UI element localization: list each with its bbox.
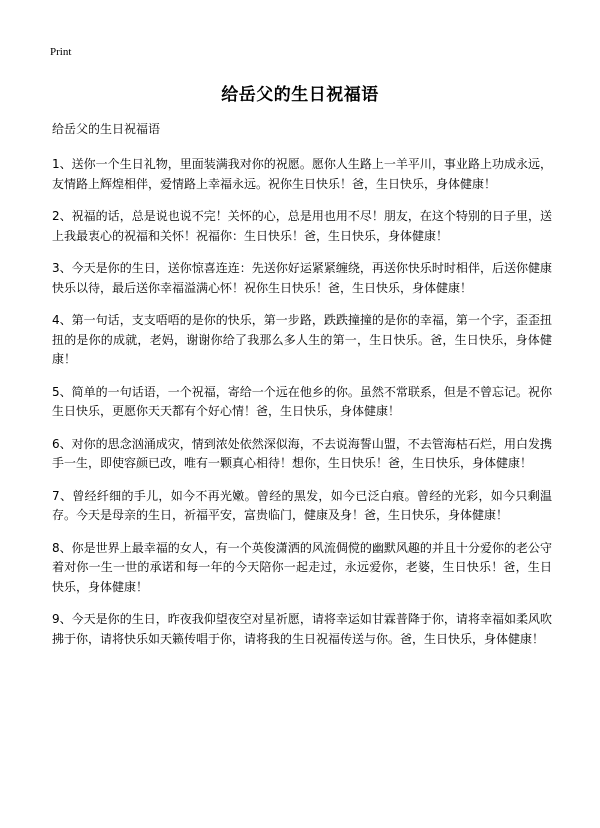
paragraph-5: 5、简单的一句话语，一个祝福，寄给一个远在他乡的你。虽然不常联系，但是不曾忘记。祝你生日快乐，更愿你天天都有个好心情！爸，生日快乐，身体健康！ <box>52 384 552 418</box>
document-body <box>52 120 552 662</box>
page-title: 给岳父的生日祝福语 <box>221 85 379 105</box>
paragraph-9: 9、今天是你的生日，昨夜我仰望夜空对星祈愿，请将幸运如甘霖普降于你，请将幸福如柔风吹拂于你，请将快乐如天籁传唱于你，请将我的生日祝福传送与你。爸，生日快乐，身体健康！ <box>52 612 552 646</box>
paragraph-3: 3、今天是你的生日，送你惊喜连连：先送你好运紧紧缠绕，再送你快乐时时相伴，后送你健康快乐以待，最后送你幸福溢满心怀！祝你生日快乐！爸，生日快乐，身体健康！ <box>52 261 552 295</box>
document-subtitle: 给岳父的生日祝福语 <box>52 122 161 136</box>
paragraph-6: 6、对你的思念汹涌成灾，情到浓处依然深似海，不去说海誓山盟，不去管海枯石烂，用白发携手一生，即使容颜已改，唯有一颗真心相待！想你，生日快乐！爸，生日快乐，身体健康！ <box>52 436 552 470</box>
paragraph-8: 8、你是世界上最幸福的女人，有一个英俊潇洒的风流倜傥的幽默风趣的并且十分爱你的老公守着对你一生一世的承诺和每一年的今天陪你一起走过，永远爱你，老婆，生日快乐！爸，生日快乐，身体健康！ <box>52 540 552 594</box>
print-link[interactable]: Print <box>50 46 72 58</box>
paragraph-4: 4、第一句话，支支唔唔的是你的快乐，第一步路，跌跌撞撞的是你的幸福，第一个字，歪歪扭扭的是你的成就，老妈，谢谢你给了我那么多人生的第一，生日快乐。爸，生日快乐，身体健康！ <box>52 313 552 366</box>
paragraph-7: 7、曾经纤细的手儿，如今不再光嫩。曾经的黑发，如今已泛白痕。曾经的光彩，如今只剩温存。今天是母亲的生日，祈福平安，富贵临门，健康及身！爸，生日快乐，身体健康！ <box>52 488 552 522</box>
paragraph-1: 1、送你一个生日礼物，里面装满我对你的祝愿。愿你人生路上一羊平川，事业路上功成永远，友情路上辉煌相伴，爱情路上幸福永远。祝你生日快乐！爸，生日快乐，身体健康！ <box>52 157 552 191</box>
paragraph-2: 2、祝福的话，总是说也说不完！关怀的心，总是用也用不尽！朋友，在这个特别的日子里，送上我最衷心的祝福和关怀！祝福你：生日快乐！爸，生日快乐，身体健康！ <box>52 209 552 243</box>
